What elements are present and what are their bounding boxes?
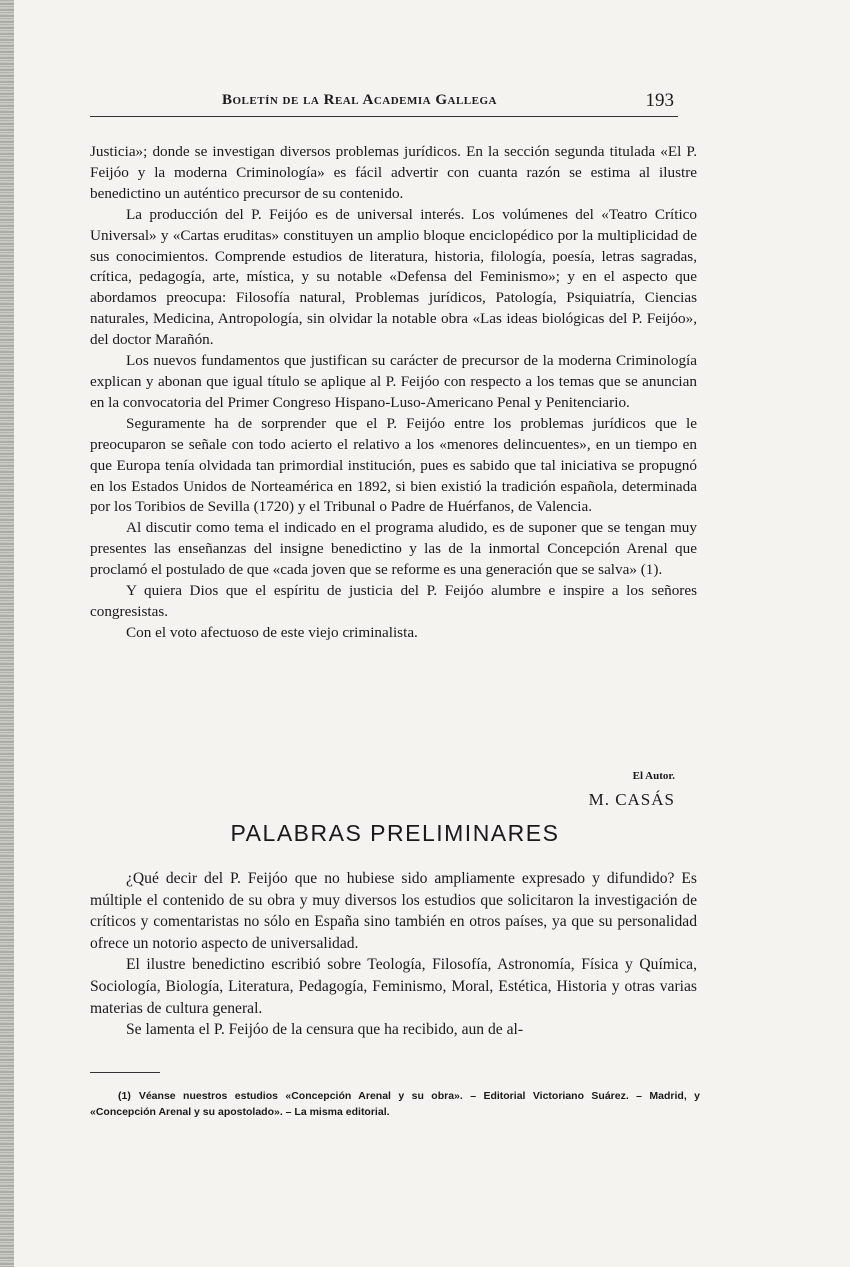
body-text [90, 142, 697, 644]
paragraph: ¿Qué decir del P. Feijóo que no hubiese sido ampliamente expresado y difundido? Es múltiple el contenido de su obra y muy diversos los estudios que solicitaron la investigación de críticos y comentaristas no sólo en España sino también en otros países, ya que su personalidad ofrece un notorio aspecto de universalidad. [90, 870, 697, 952]
document-page [90, 0, 700, 1267]
book-binding-edge [0, 0, 14, 1267]
signature-label: El Autor. [632, 770, 675, 782]
paragraph: Seguramente ha de sorprender que el P. Feijóo entre los problemas jurídicos que le preocuparon se señale con todo acierto el relativo a los «menores delincuentes», en un tiempo en que Europa tenía olvidada tan primordial institución, pues es sabido que tal iniciativa se propugnó en los Estados Unidos de Norteamérica en 1892, si bien existió la tradición española, determinada por los Toribios de Sevilla (1720) y el Tribunal o Padre de Huérfanos, de Valencia. [90, 414, 697, 516]
footnote-marker: (1) [118, 1090, 131, 1102]
footnote [90, 1088, 700, 1120]
body-text-2 [90, 868, 697, 1041]
paragraph: Se lamenta el P. Feijóo de la censura que ha recibido, aun de al- [126, 1021, 524, 1039]
footnote-rule [90, 1072, 160, 1073]
section-heading: PALABRAS PRELIMINARES [230, 820, 560, 846]
page-header [90, 90, 678, 117]
running-title: Boletín de la Real Academia Gallega [222, 92, 497, 108]
paragraph: La producción del P. Feijóo es de universal interés. Los volúmenes del «Teatro Crítico Universal» y «Cartas eruditas» constituyen un amplio bloque enciclopédico por la multiplicidad de sus conocimientos. Comprende estudios de literatura, historia, filología, poesía, letras sagradas, crítica, pedagogía, arte, mística, y su notable «Defensa del Feminismo»; y en el aspecto que abordamos preocupa: Filosofía natural, Problemas jurídicos, Patología, Psiquiatría, Ciencias naturales, Medicina, Antropología, sin olvidar la notable obra «Las ideas biológicas del P. Feijóo», del doctor Marañón. [90, 205, 697, 349]
signature-name: M. CASÁS [588, 790, 675, 809]
footnote-text: Véanse nuestros estudios «Concepción Arenal y su obra». – Editorial Victoriano Suárez. – Madrid, y «Concepción Arenal y su apostolado». – La misma editorial. [90, 1090, 700, 1118]
paragraph: Los nuevos fundamentos que justifican su carácter de precursor de la moderna Criminología explican y abonan que igual título se aplique al P. Feijóo con respecto a los temas que se anuncian en la convocatoria del Primer Congreso Hispano-Luso-Americano Penal y Penitenciario. [90, 352, 697, 411]
paragraph: Justicia»; donde se investigan diversos problemas jurídicos. En la sección segunda titulada «El P. Feijóo y la moderna Criminología» es fácil advertir con cuanta razón se estima al ilustre benedictino un auténtico precursor de su contenido. [90, 143, 697, 202]
paragraph: Al discutir como tema el indicado en el programa aludido, es de suponer que se tengan muy presentes las enseñanzas del insigne benedictino y las de la inmortal Concepción Arenal que proclamó el postulado de que «cada joven que se reforme es una generación que se salva» (1). [90, 519, 697, 579]
page-number: 193 [645, 90, 674, 111]
paragraph: Y quiera Dios que el espíritu de justicia del P. Feijóo alumbre e inspire a los señores congresistas. [90, 582, 697, 620]
paragraph: Con el voto afectuoso de este viejo criminalista. [126, 623, 418, 641]
paragraph: El ilustre benedictino escribió sobre Teología, Filosofía, Astronomía, Física y Química, Sociología, Biología, Literatura, Pedagogía, Feminismo, Moral, Estética, Historia y otras varias materias de cultura general. [90, 956, 697, 1017]
